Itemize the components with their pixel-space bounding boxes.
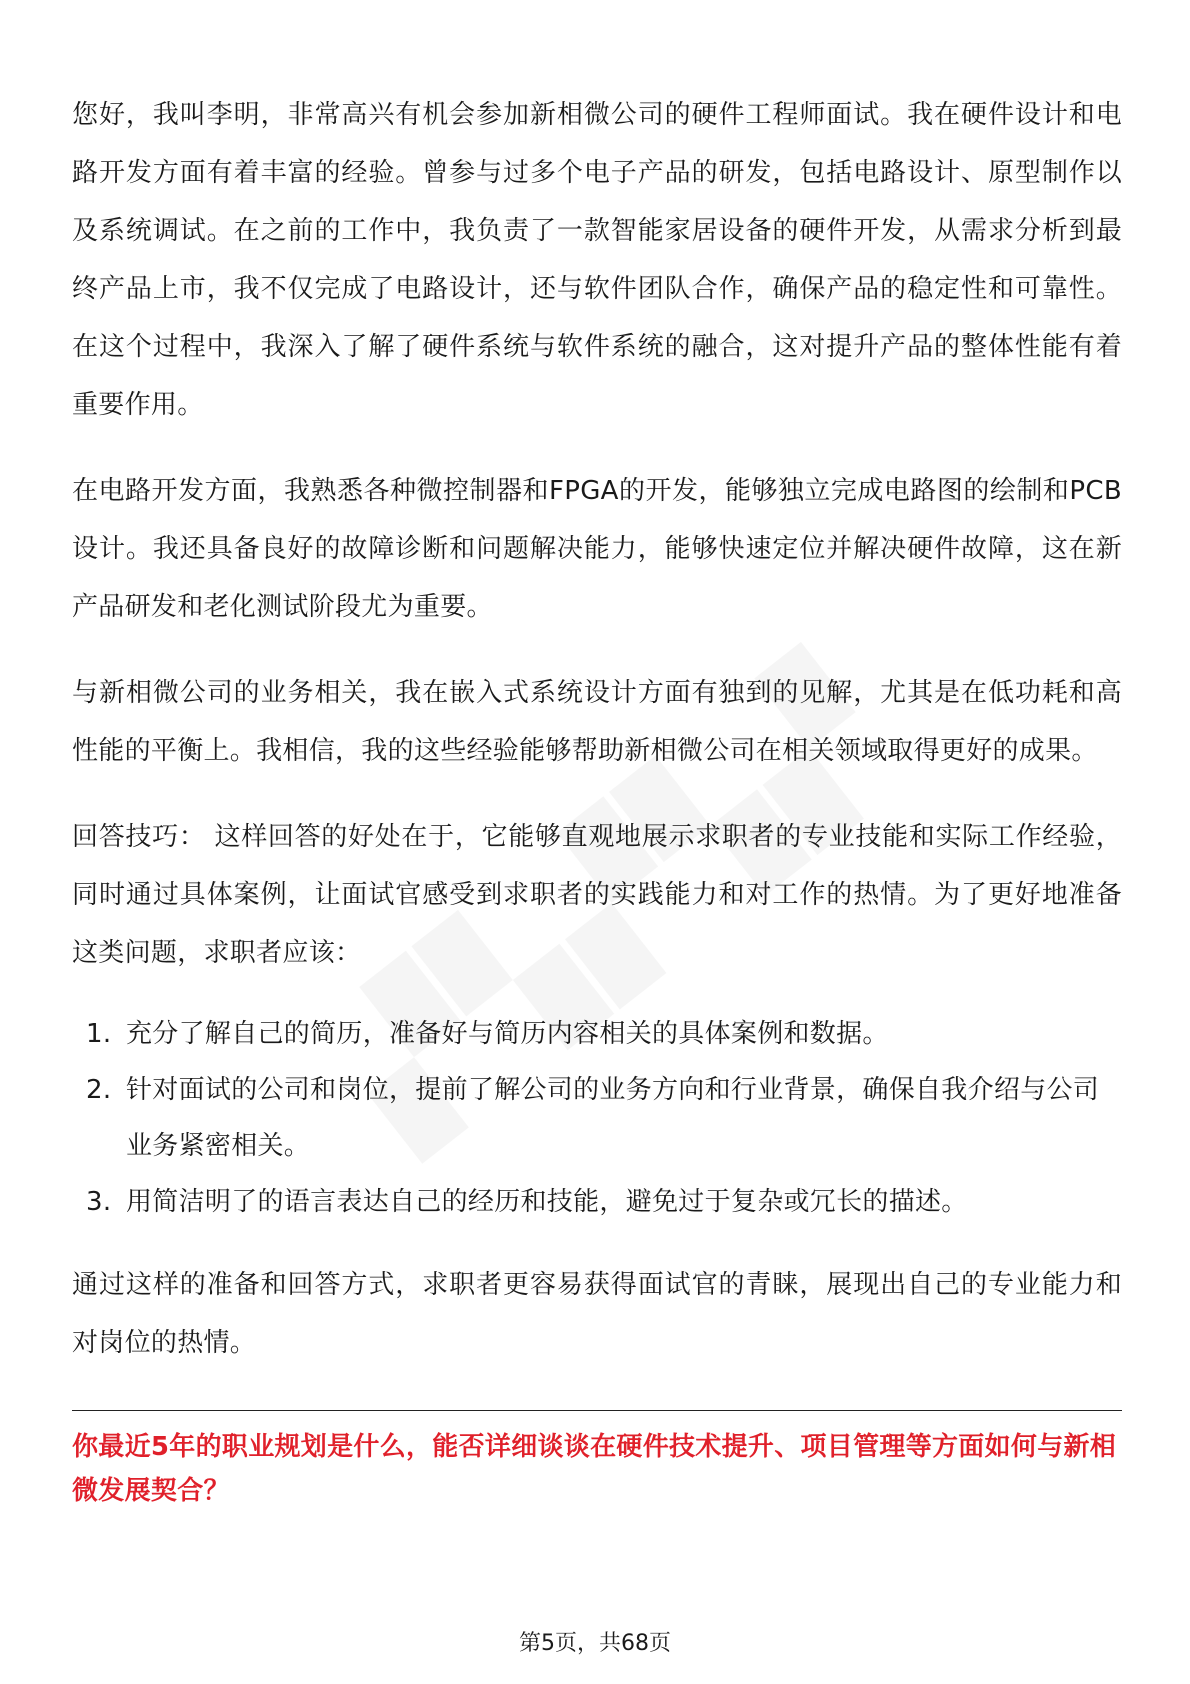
answer-closing: 通过这样的准备和回答方式，求职者更容易获得面试官的青睐，展现出自己的专业能力和对岗位的热情。 <box>72 1270 1122 1358</box>
list-item-number: 2. <box>86 1075 112 1105</box>
page-number: 第5页，共68页 <box>519 1631 671 1656</box>
answer-paragraph-circuit: 在电路开发方面，我熟悉各种微控制器和FPGA的开发，能够独立完成电路图的绘制和PCB设计。我还具备良好的故障诊断和问题解决能力，能够快速定位并解决硬件故障，这在新产品研发和老化测试阶段尤为重要。 <box>72 476 1122 622</box>
list-item-text: 充分了解自己的简历，准备好与简历内容相关的具体案例和数据。 <box>126 1019 889 1049</box>
answer-content <box>72 86 1122 1513</box>
list-item-number: 3. <box>86 1187 112 1217</box>
answer-paragraph-intro: 您好，我叫李明，非常高兴有机会参加新相微公司的硬件工程师面试。我在硬件设计和电路开发方面有着丰富的经验。曾参与过多个电子产品的研发，包括电路设计、原型制作以及系统调试。在之前的工作中，我负责了一款智能家居设备的硬件开发，从需求分析到最终产品上市，我不仅完成了电路设计，还与软件团队合作，确保产品的稳定性和可靠性。在这个过程中，我深入了解了硬件系统与软件系统的融合，这对提升产品的整体性能有着重要作用。 <box>72 100 1122 420</box>
list-item-text: 针对面试的公司和岗位，提前了解公司的业务方向和行业背景，确保自我介绍与公司业务紧密相关。 <box>126 1075 1100 1161</box>
list-item <box>72 1006 1122 1062</box>
next-question-heading: 你最近5年的职业规划是什么，能否详细谈谈在硬件技术提升、项目管理等方面如何与新相微发展契合？ <box>72 1432 1117 1506</box>
tips-list <box>72 1006 1122 1230</box>
list-item-text: 用简洁明了的语言表达自己的经历和技能，避免过于复杂或冗长的描述。 <box>126 1187 968 1217</box>
list-item-number: 1. <box>86 1019 112 1049</box>
section-divider <box>72 1410 1122 1411</box>
list-item <box>72 1062 1122 1174</box>
answer-tips-intro: 回答技巧： 这样回答的好处在于，它能够直观地展示求职者的专业技能和实际工作经验，同时通过具体案例，让面试官感受到求职者的实践能力和对工作的热情。为了更好地准备这类问题，求职者应该： <box>72 822 1122 968</box>
list-item <box>72 1174 1122 1230</box>
answer-paragraph-business: 与新相微公司的业务相关，我在嵌入式系统设计方面有独到的见解，尤其是在低功耗和高性能的平衡上。我相信，我的这些经验能够帮助新相微公司在相关领域取得更好的成果。 <box>72 678 1122 766</box>
